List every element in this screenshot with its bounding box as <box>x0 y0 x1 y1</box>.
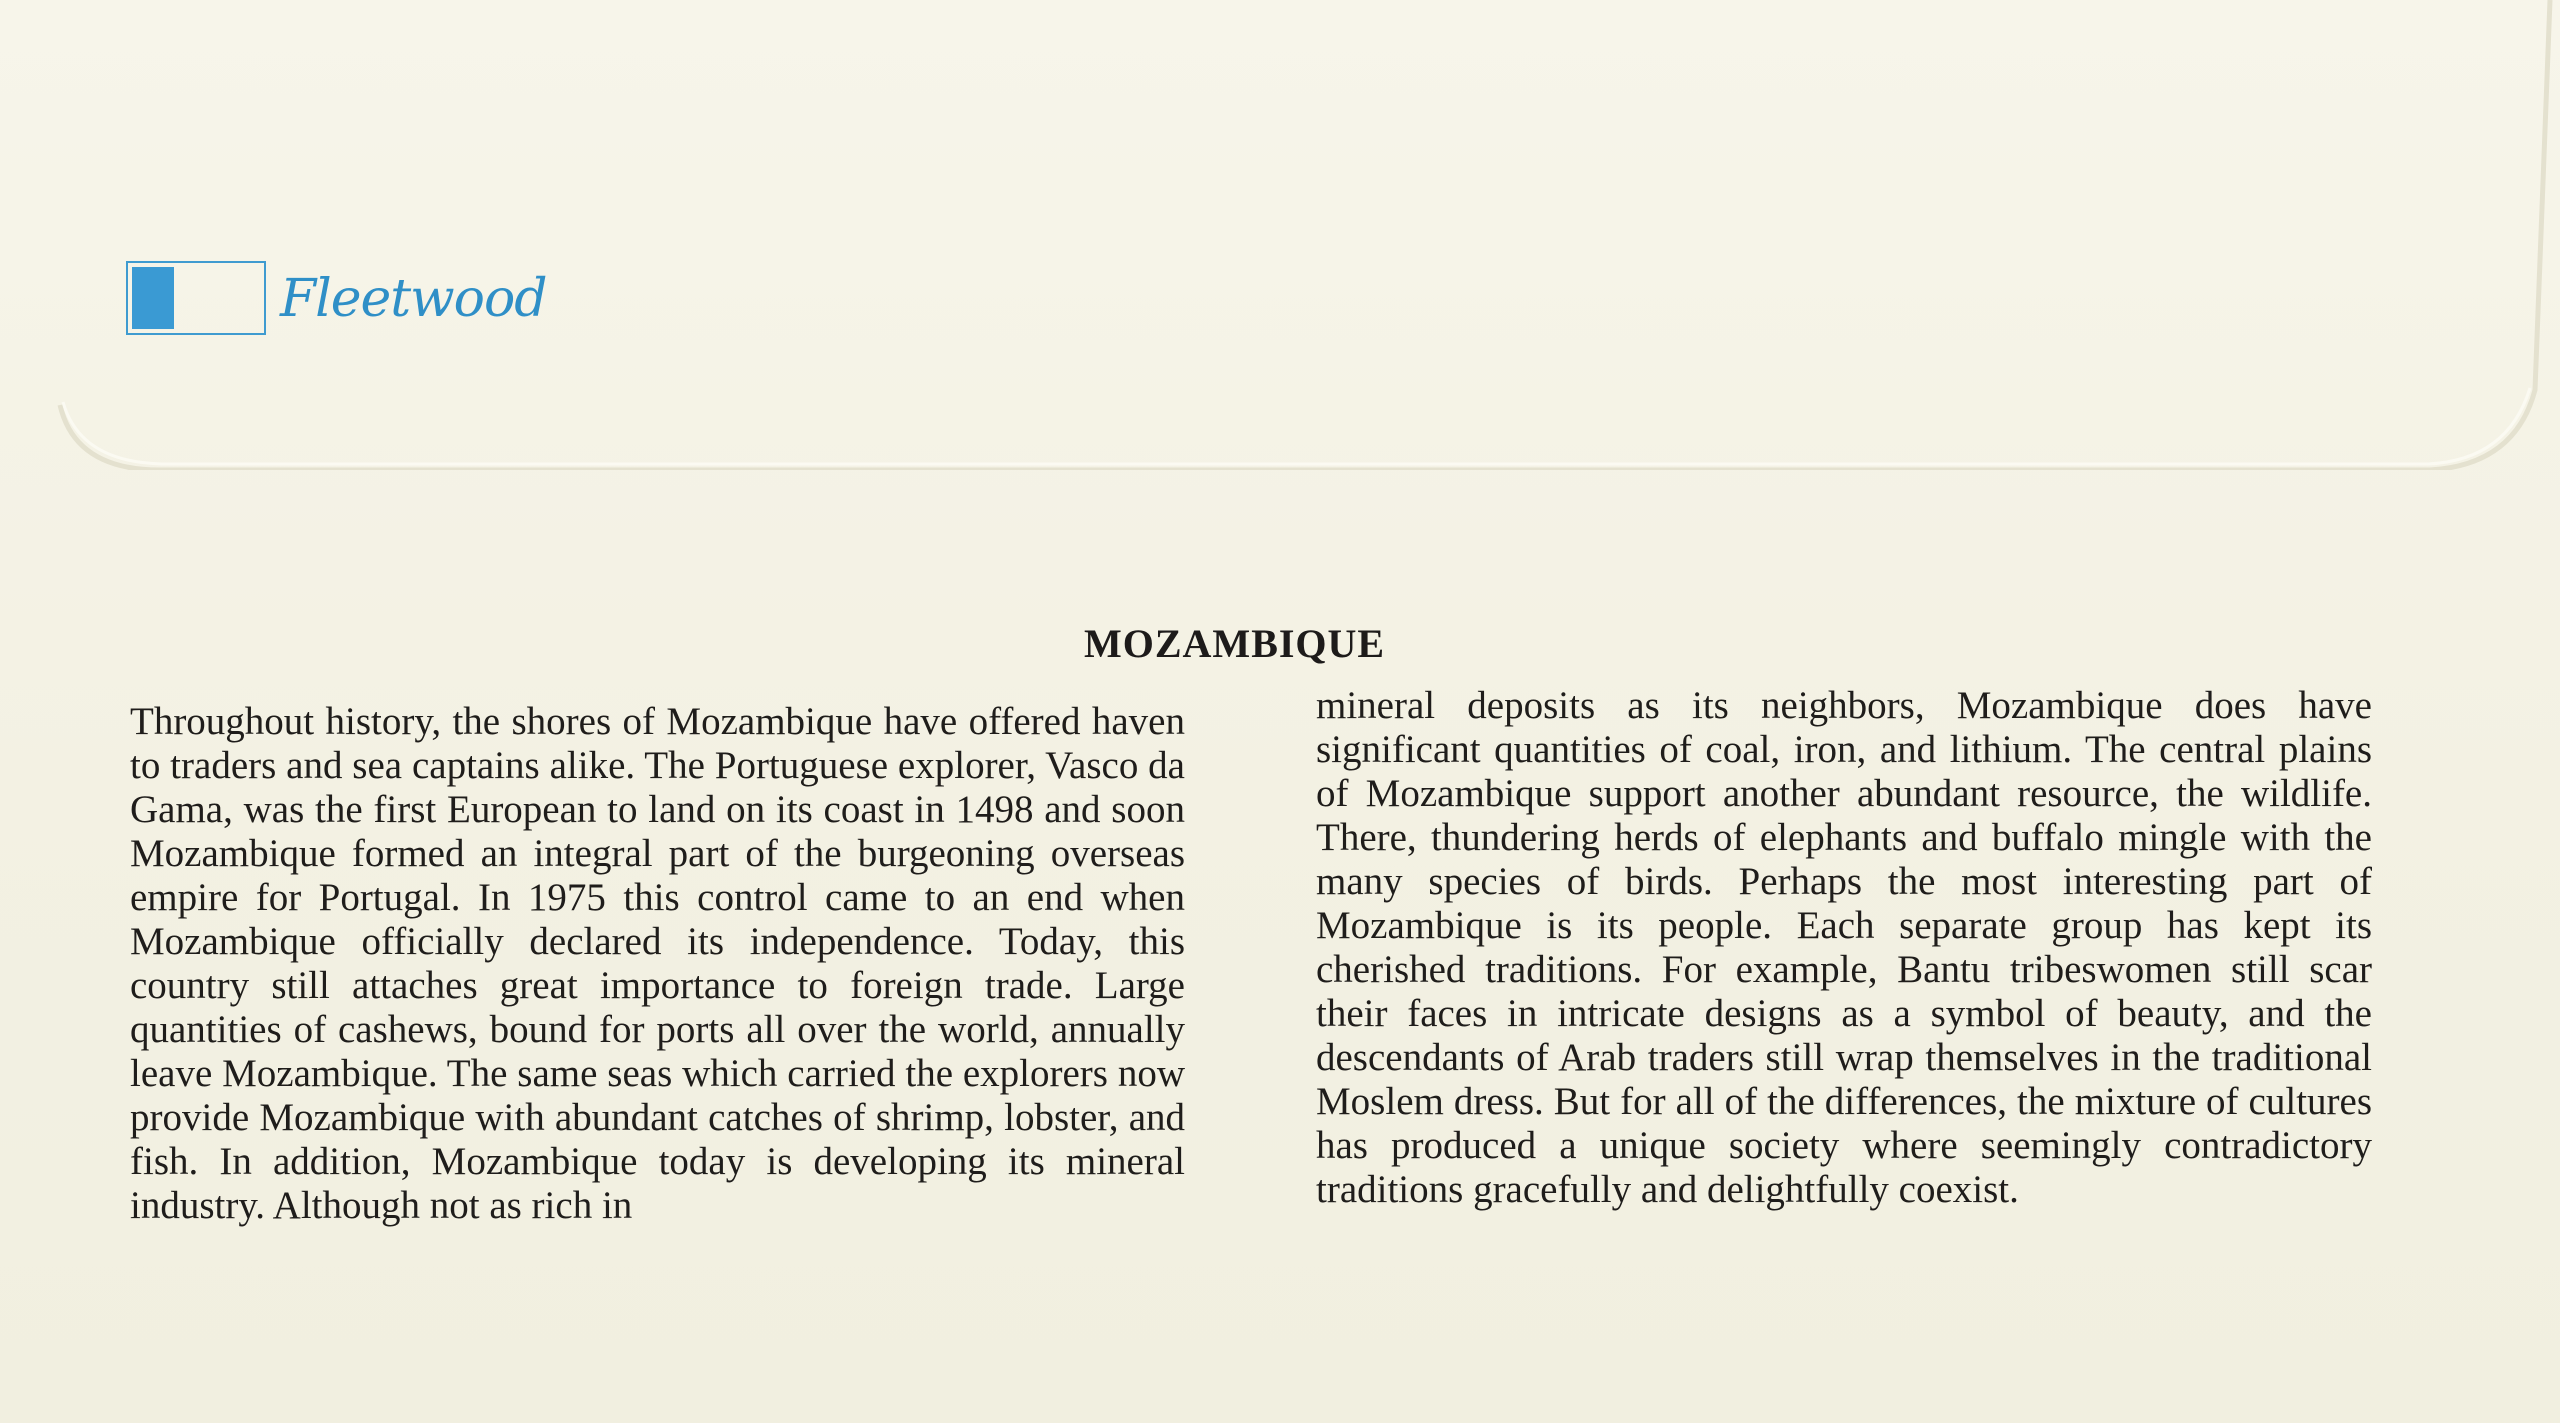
fleetwood-logo-box <box>126 261 266 335</box>
envelope-flap <box>0 0 2560 470</box>
article-column-left: Throughout history, the shores of Mozambique have offered haven to traders and sea captains alike. The Portuguese explorer, Vasco da Gama, was the first European to land on its coast in 1498 and soon Mozambique formed an integral part of the burgeoning overseas empire for Portugal. In 1975 this control came to an end when Mozambique officially declared its independence. Today, this country still attaches great importance to foreign trade. Large quantities of cashews, bound for ports all over the world, annually leave Mozambique. The same seas which carried the explorers now provide Mozambique with abundant catches of shrimp, lobster, and fish. In addition, Mozambique today is developing its mineral industry. Although not as rich in <box>130 700 1185 1227</box>
article-title: MOZAMBIQUE <box>1084 621 1386 666</box>
fleetwood-logo-wordmark: Fleetwood <box>280 269 547 329</box>
article-column-right: mineral deposits as its neighbors, Mozambique does have significant quantities of coal, iron, and lithium. The central plains of Mozambique support another abundant resource, the wildlife. There, thundering herds of elephants and buffalo mingle with the many species of birds. Perhaps the most interesting part of Mozambique is its people. Each separate group has kept its cherished traditions. For example, Bantu tribeswomen still scar their faces in intricate designs as a symbol of beauty, and the descendants of Arab traders still wrap themselves in the traditional Moslem dress. But for all of the differences, the mixture of cultures has produced a unique society where seemingly contradictory traditions gracefully and delightfully coexist. <box>1316 684 2372 1211</box>
logo-blue-block <box>132 267 174 329</box>
